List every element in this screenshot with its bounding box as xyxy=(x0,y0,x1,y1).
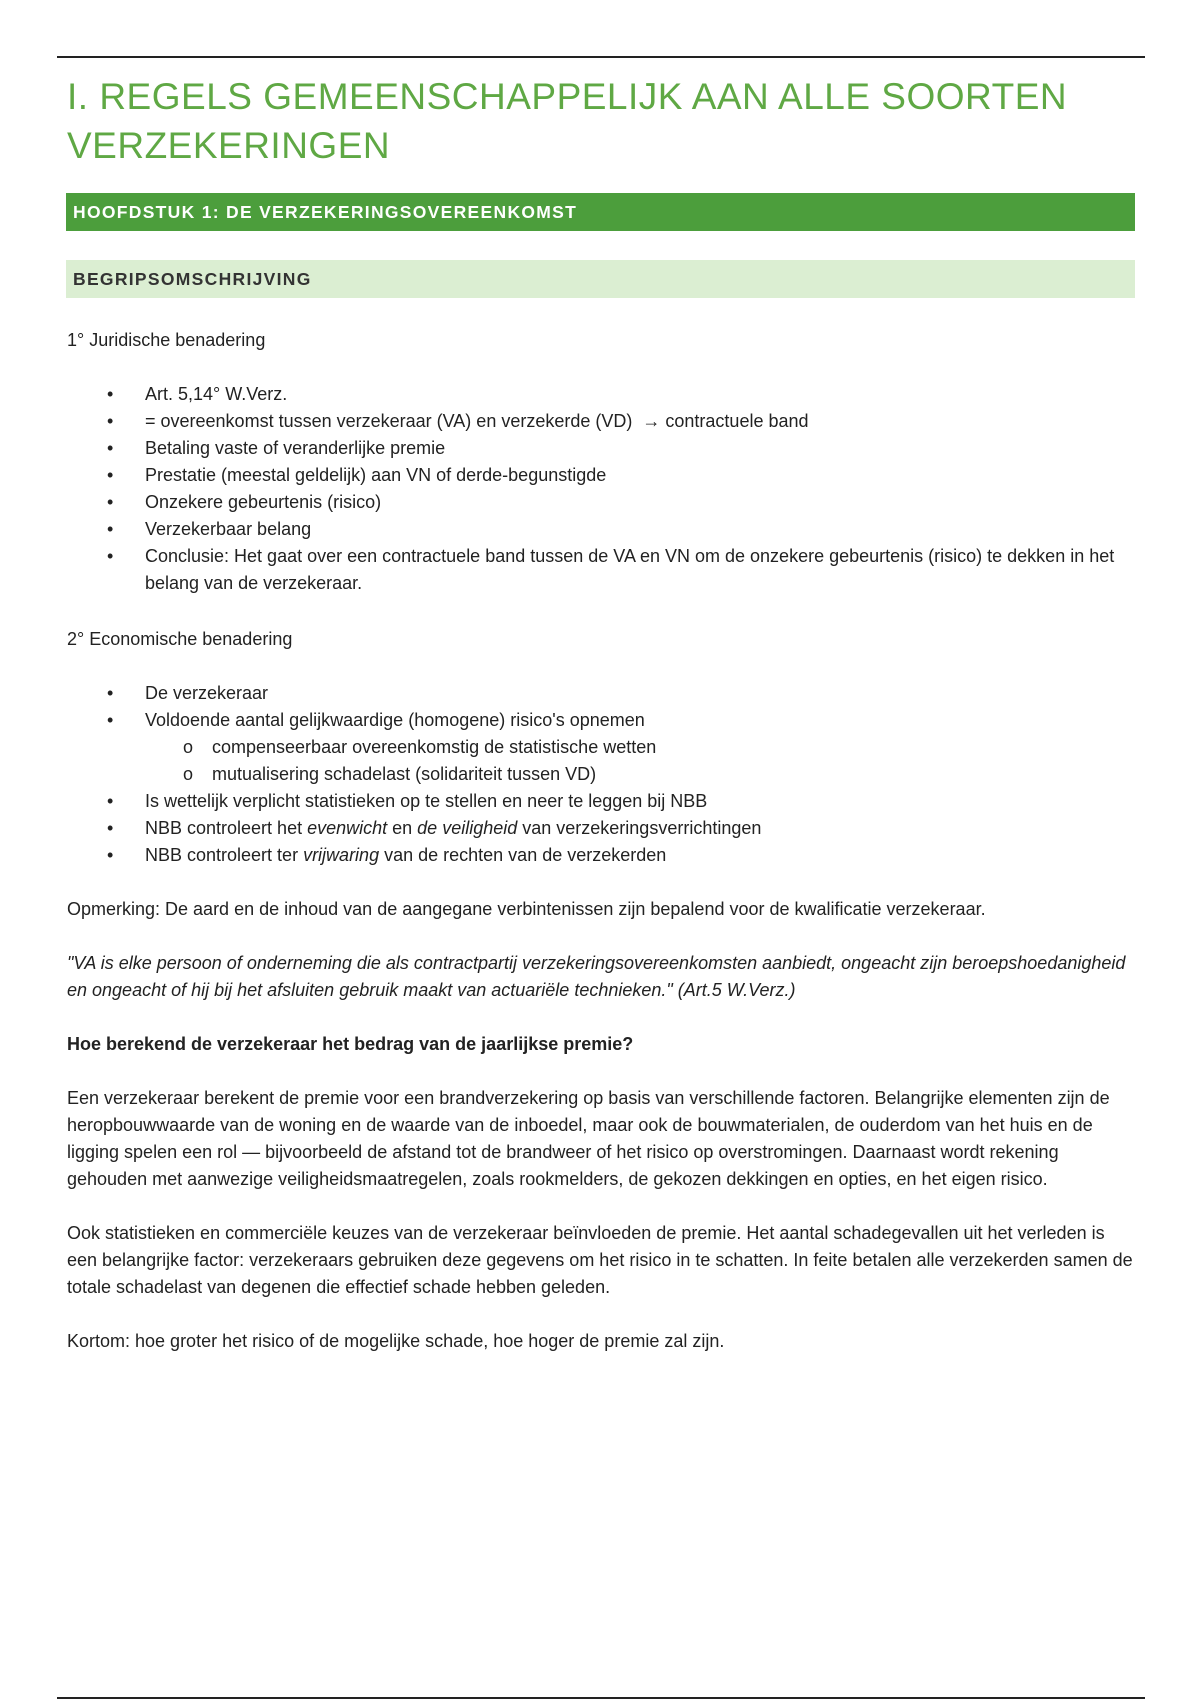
list-item: • Conclusie: Het gaat over een contractuele band tussen de VA en VN om de onzekere gebeurtenis (risico) te dekken in het belang van de verzekeraar. xyxy=(67,543,1137,597)
sub-list xyxy=(145,734,1137,788)
juridische-heading: 1° Juridische benadering xyxy=(67,330,266,350)
paragraph-2: Ook statistieken en commerciële keuzes van de verzekeraar beïnvloeden de premie. Het aantal schadegevallen uit het verleden is een belangrijke factor: verzekeraars gebruiken deze gegevens om het risico in te schatten. In feite betalen alle verzekerden samen de totale schadelast van degenen die effectief schade hebben geleden. xyxy=(67,1223,1133,1297)
document-title: I. REGELS GEMEENSCHAPPELIJK AAN ALLE SOORTEN VERZEKERINGEN xyxy=(67,76,1068,166)
list-item: • Onzekere gebeurtenis (risico) xyxy=(67,489,1137,516)
arrow-right-icon: → xyxy=(642,411,661,431)
list-item: • Is wettelijk verplicht statistieken op te stellen en neer te leggen bij NBB xyxy=(67,788,1137,815)
document-body xyxy=(67,72,1137,1355)
economische-list xyxy=(67,680,1137,869)
quote-paragraph: "VA is elke persoon of onderneming die als contractpartij verzekeringsovereenkomsten aanbiedt, ongeacht zijn beroepshoedanigheid en ongeacht of hij bij het afsluiten gebruik maakt van actuariële technieken." (Art.5 W.Verz.) xyxy=(67,953,1126,1000)
list-item: • Prestatie (meestal geldelijk) aan VN of derde-begunstigde xyxy=(67,462,1137,489)
question-heading: Hoe berekend de verzekeraar het bedrag van de jaarlijkse premie? xyxy=(67,1034,634,1054)
list-item: • NBB controleert ter vrijwaring van de rechten van de verzekerden xyxy=(67,842,1137,869)
list-item: • Voldoende aantal gelijkwaardige (homogene) risico's opnemen o compenseerbaar overeenkomstig de statistische wetten o mutualisering schadelast (solidariteit tussen VD) xyxy=(67,707,1137,788)
list-item: • = overeenkomst tussen verzekeraar (VA) en verzekerde (VD) → contractuele band xyxy=(67,408,1137,435)
conclusion-paragraph: Kortom: hoe groter het risico of de mogelijke schade, hoe hoger de premie zal zijn. xyxy=(67,1331,725,1351)
list-item: • NBB controleert het evenwicht en de veiligheid van verzekeringsverrichtingen xyxy=(67,815,1137,842)
juridische-list xyxy=(67,381,1137,597)
opmerking-paragraph: Opmerking: De aard en de inhoud van de aangegane verbintenissen zijn bepalend voor de kwalificatie verzekeraar. xyxy=(67,899,986,919)
paragraph-1: Een verzekeraar berekent de premie voor een brandverzekering op basis van verschillende factoren. Belangrijke elementen zijn de heropbouwwaarde van de woning en de waarde van de inboedel, maar ook de bouwmaterialen, de ouderdom van het huis en de ligging spelen een rol — bijvoorbeeld de afstand tot de brandweer of het risico op overstromingen. Daarnaast wordt rekening gehouden met aanwezige veiligheidsmaatregelen, zoals rookmelders, de gekozen dekkingen en opties, en het eigen risico. xyxy=(67,1088,1110,1189)
list-item: • Betaling vaste of veranderlijke premie xyxy=(67,435,1137,462)
sub-list-item: o mutualisering schadelast (solidariteit tussen VD) xyxy=(67,761,1137,788)
list-item: • Art. 5,14° W.Verz. xyxy=(67,381,1137,408)
bottom-rule xyxy=(57,1697,1145,1699)
chapter-heading: HOOFDSTUK 1: DE VERZEKERINGSOVEREENKOMST xyxy=(66,193,1135,231)
economische-heading: 2° Economische benadering xyxy=(67,629,293,649)
list-item: • Verzekerbaar belang xyxy=(67,516,1137,543)
sub-list-item: o compenseerbaar overeenkomstig de statistische wetten xyxy=(67,734,1137,761)
list-item: • De verzekeraar xyxy=(67,680,1137,707)
section-heading: BEGRIPSOMSCHRIJVING xyxy=(66,260,1135,298)
top-rule xyxy=(57,56,1145,58)
